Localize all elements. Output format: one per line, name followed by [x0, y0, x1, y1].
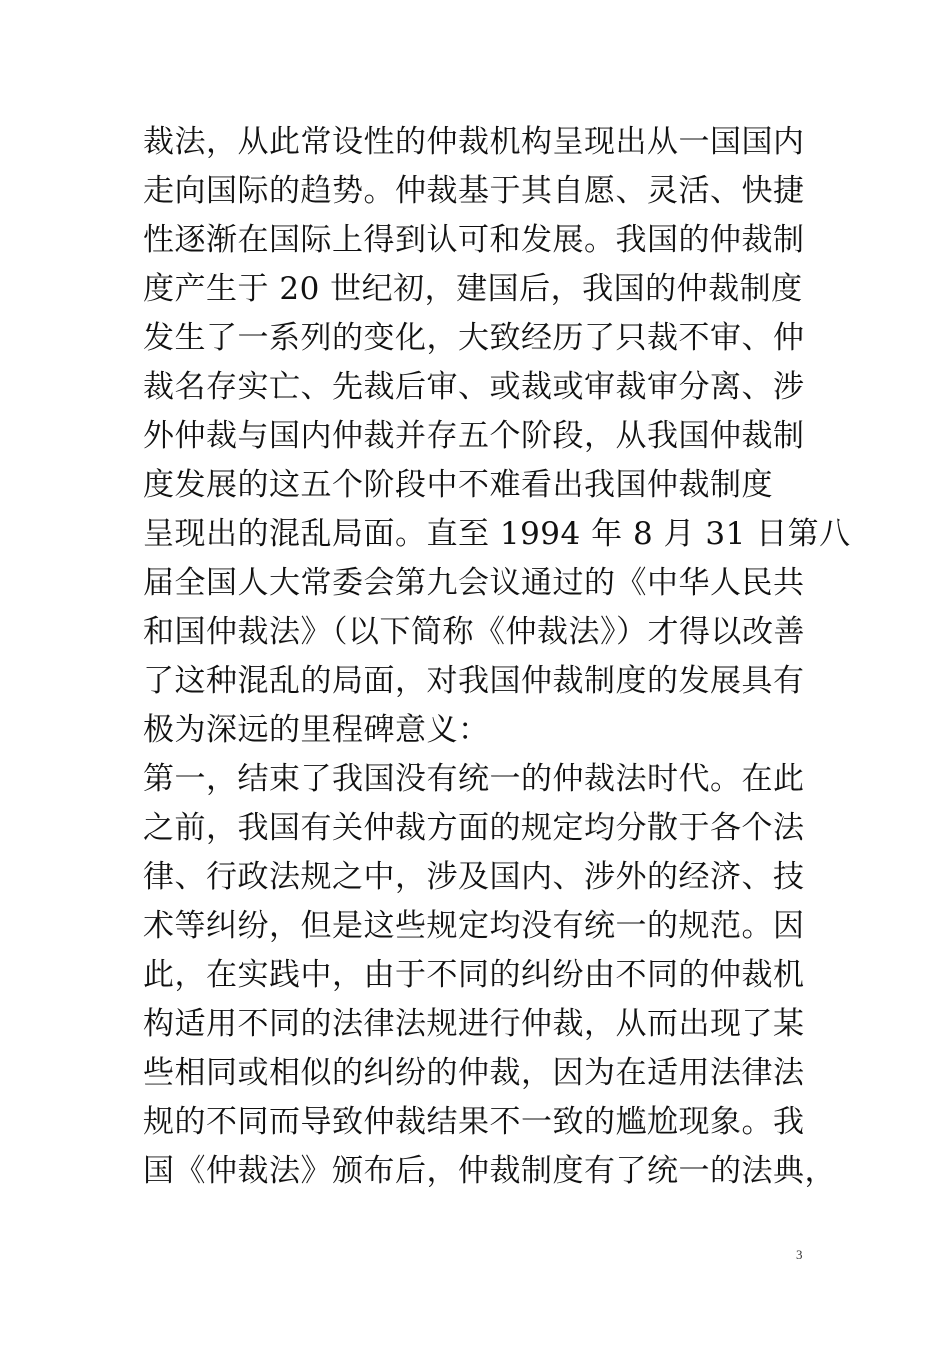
- text-line: 之前，我国有关仲裁方面的规定均分散于各个法: [143, 810, 805, 846]
- text-line: 些相同或相似的纠纷的仲裁，因为在适用法律法: [143, 1055, 805, 1091]
- text-line: 律、行政法规之中，涉及国内、涉外的经济、技: [143, 859, 805, 895]
- text-line: 性逐渐在国际上得到认可和发展。我国的仲裁制: [143, 222, 805, 258]
- text-line: 走向国际的趋势。仲裁基于其自愿、灵活、快捷: [143, 173, 805, 209]
- text-line: 和国仲裁法》（以下简称《仲裁法》）才得以改善: [143, 614, 805, 650]
- text-line: 届全国人大常委会第九会议通过的《中华人民共: [143, 565, 805, 601]
- text-line: 规的不同而导致仲裁结果不一致的尴尬现象。我: [143, 1104, 805, 1140]
- text-line: 国《仲裁法》颁布后，仲裁制度有了统一的法典，: [143, 1153, 836, 1189]
- text-line: 呈现出的混乱局面。直至 1994 年 8 月 31 日第八: [143, 516, 851, 552]
- text-line: 发生了一系列的变化，大致经历了只裁不审、仲: [143, 320, 805, 356]
- text-line: 了这种混乱的局面，对我国仲裁制度的发展具有: [143, 663, 805, 699]
- text-line: 度发展的这五个阶段中不难看出我国仲裁制度: [143, 467, 773, 503]
- text-line: 第一，结束了我国没有统一的仲裁法时代。在此: [143, 761, 805, 797]
- body-text: [143, 118, 851, 1196]
- page-number: 3: [796, 1247, 803, 1262]
- text-line: 术等纠纷，但是这些规定均没有统一的规范。因: [143, 908, 805, 944]
- text-line: 构适用不同的法律法规进行仲裁，从而出现了某: [143, 1006, 805, 1042]
- text-line: 极为深远的里程碑意义：: [143, 712, 490, 748]
- text-line: 外仲裁与国内仲裁并存五个阶段，从我国仲裁制: [143, 418, 805, 454]
- text-line: 裁名存实亡、先裁后审、或裁或审裁审分离、涉: [143, 369, 805, 405]
- text-line: 裁法，从此常设性的仲裁机构呈现出从一国国内: [143, 124, 805, 160]
- text-line: 度产生于 20 世纪初，建国后，我国的仲裁制度: [143, 271, 803, 307]
- text-line: 此，在实践中，由于不同的纠纷由不同的仲裁机: [143, 957, 805, 993]
